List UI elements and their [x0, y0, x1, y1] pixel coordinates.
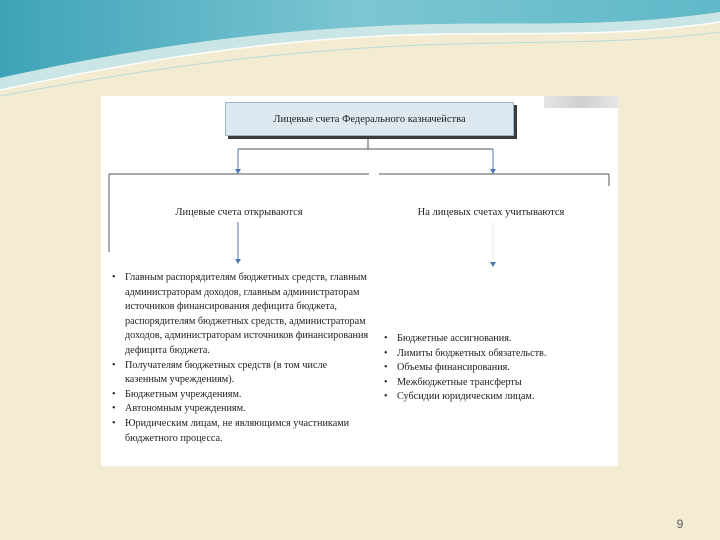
list-item: • Межбюджетные трансферты: [381, 376, 611, 391]
list-item: • Автономным учреждениям.: [109, 402, 369, 417]
list-item: • Главным распорядителям бюджетных средств, главным администраторам доходов, главным администраторам источников финансирования дефицита бюджета, распорядителям бюджетных средств, администраторам доходов, администраторам источников финансирования дефицита бюджета.: [109, 271, 369, 359]
right-column-header: На лицевых счетах учитываются: [417, 207, 565, 218]
page-number: 9: [676, 517, 684, 531]
diagram-title-box: [225, 102, 514, 136]
list-item: • Юридическим лицам, не являющимся участниками бюджетного процесса.: [109, 417, 369, 446]
list-item: • Бюджетные ассигнования.: [381, 332, 611, 347]
list-item: • Получателям бюджетных средств (в том числе казенным учреждениям).: [109, 359, 369, 388]
diagram-title: Лицевые счета Федерального казначейства: [273, 113, 466, 125]
left-column-header: Лицевые счета открываются: [175, 207, 303, 218]
left-bullet-list: [109, 271, 369, 446]
right-bullet-list: [381, 332, 611, 405]
diagram-panel: [101, 96, 618, 466]
list-item: • Объемы финансирования.: [381, 361, 611, 376]
list-item: • Бюджетным учреждениям.: [109, 388, 369, 403]
decorative-wave-header: [0, 0, 720, 110]
list-item: • Субсидии юридическим лицам.: [381, 390, 611, 405]
list-item: • Лимиты бюджетных обязательств.: [381, 347, 611, 362]
